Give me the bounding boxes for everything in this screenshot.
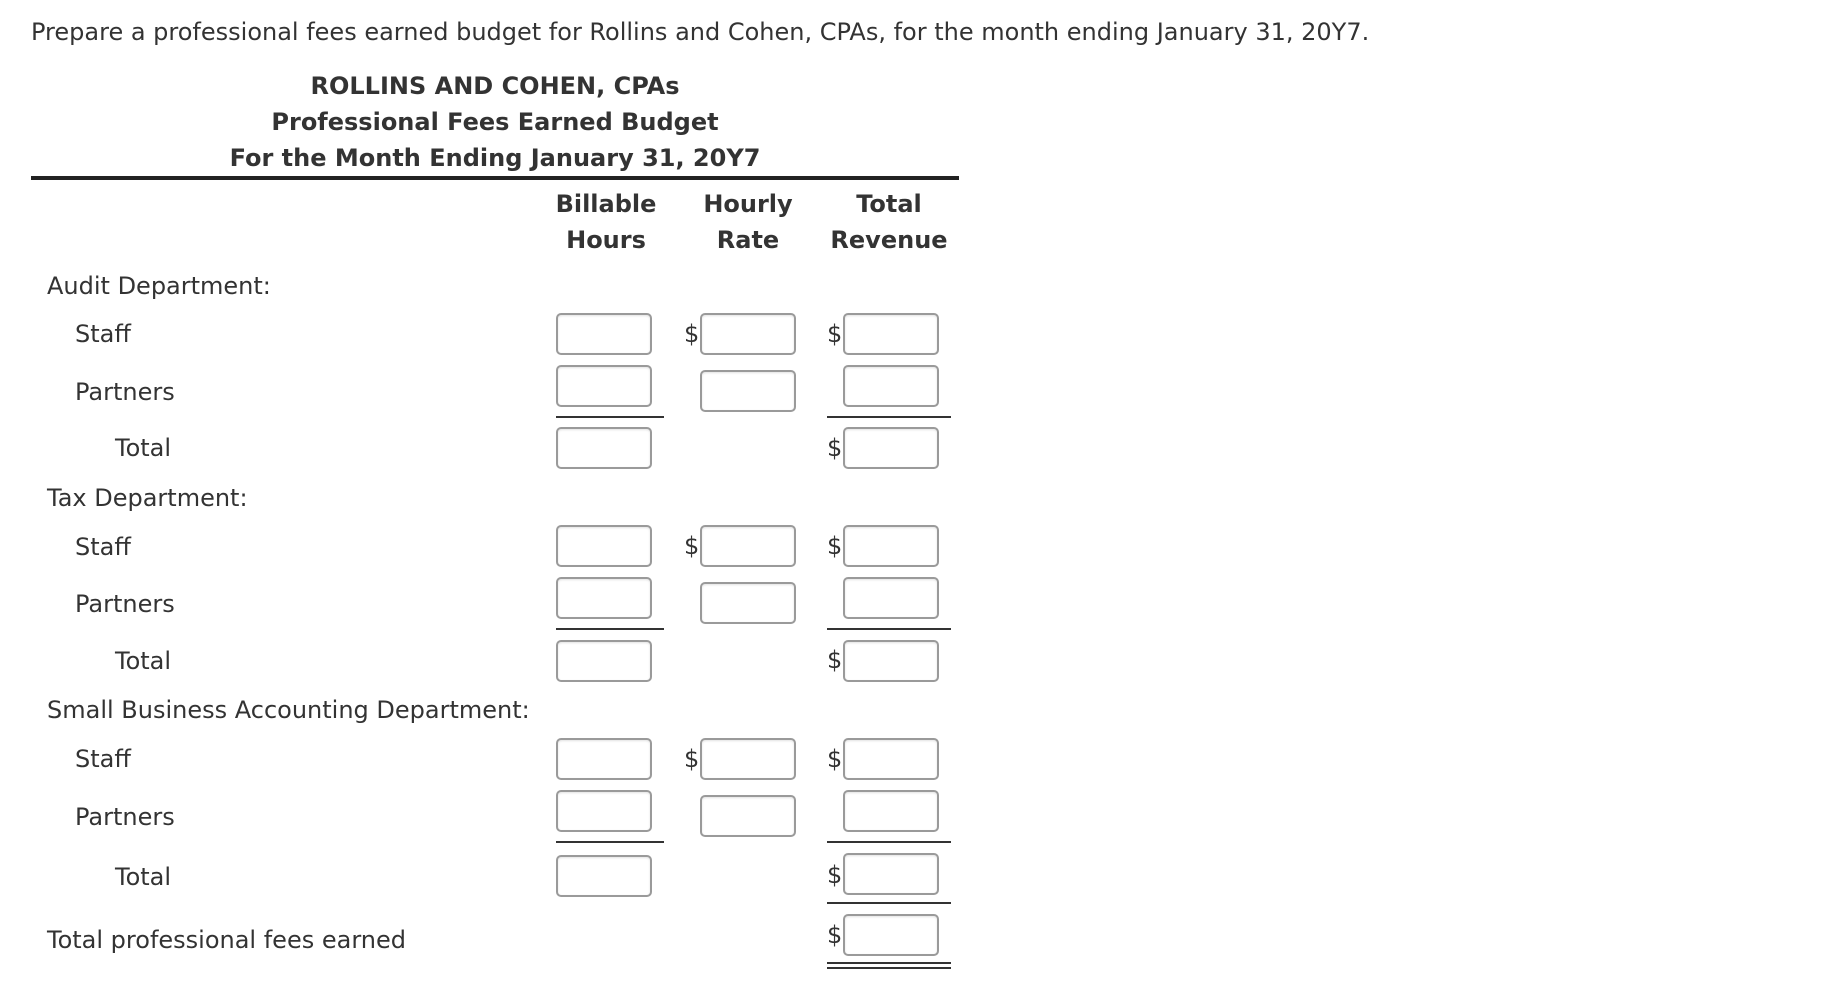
audit-total-revenue-dollar: $	[827, 434, 843, 462]
header-rule	[31, 176, 959, 180]
tax-staff-revenue-input[interactable]	[843, 525, 939, 567]
audit-staff-label: Staff	[75, 320, 131, 348]
tax-hours-subtotal-rule	[556, 628, 664, 630]
statement-period: For the Month Ending January 31, 20Y7	[229, 144, 761, 172]
tax-total-label: Total	[115, 647, 172, 675]
grand-total-double-rule-bottom	[827, 967, 951, 969]
audit-total-revenue-input[interactable]	[843, 427, 939, 469]
audit-revenue-subtotal-rule	[827, 416, 951, 418]
tax-partners-hours-input[interactable]	[556, 577, 652, 619]
tax-total-hours-input[interactable]	[556, 640, 652, 682]
col-revenue-line1: Total	[856, 190, 922, 218]
col-hours-line2: Hours	[566, 226, 646, 254]
col-revenue-line2: Revenue	[830, 226, 948, 254]
audit-staff-revenue-input[interactable]	[843, 313, 939, 355]
grand-total-double-rule-top	[827, 962, 951, 964]
sba-staff-revenue-dollar: $	[827, 745, 843, 773]
grand-total-label: Total professional fees earned	[47, 926, 406, 954]
tax-staff-revenue-dollar: $	[827, 532, 843, 560]
tax-partners-revenue-input[interactable]	[843, 577, 939, 619]
sba-total-revenue-dollar: $	[827, 861, 843, 889]
tax-staff-rate-dollar: $	[684, 532, 700, 560]
col-hours-line1: Billable	[555, 190, 657, 218]
col-rate-line2: Rate	[716, 226, 780, 254]
sba-partners-hours-input[interactable]	[556, 790, 652, 832]
sba-department-label: Small Business Accounting Department:	[47, 696, 530, 724]
audit-partners-hours-input[interactable]	[556, 365, 652, 407]
sba-revenue-subtotal-rule	[827, 841, 951, 843]
sba-partners-label: Partners	[75, 803, 175, 831]
audit-total-hours-input[interactable]	[556, 427, 652, 469]
grand-total-revenue-input[interactable]	[843, 914, 939, 956]
tax-staff-rate-input[interactable]	[700, 525, 796, 567]
sba-partners-rate-input[interactable]	[700, 795, 796, 837]
tax-partners-label: Partners	[75, 590, 175, 618]
sba-staff-revenue-input[interactable]	[843, 738, 939, 780]
audit-staff-hours-input[interactable]	[556, 313, 652, 355]
audit-staff-rate-dollar: $	[684, 320, 700, 348]
col-rate-line1: Hourly	[703, 190, 793, 218]
sba-staff-hours-input[interactable]	[556, 738, 652, 780]
audit-partners-revenue-input[interactable]	[843, 365, 939, 407]
company-name: ROLLINS AND COHEN, CPAs	[310, 72, 680, 100]
sba-total-hours-input[interactable]	[556, 855, 652, 897]
tax-revenue-subtotal-rule	[827, 628, 951, 630]
sba-total-revenue-rule	[827, 902, 951, 904]
sba-partners-revenue-input[interactable]	[843, 790, 939, 832]
audit-partners-rate-input[interactable]	[700, 370, 796, 412]
audit-total-label: Total	[115, 434, 172, 462]
audit-staff-rate-input[interactable]	[700, 313, 796, 355]
tax-partners-rate-input[interactable]	[700, 582, 796, 624]
sba-staff-rate-dollar: $	[684, 745, 700, 773]
tax-staff-label: Staff	[75, 533, 131, 561]
sba-hours-subtotal-rule	[556, 841, 664, 843]
tax-department-label: Tax Department:	[47, 484, 248, 512]
tax-total-revenue-dollar: $	[827, 646, 843, 674]
tax-staff-hours-input[interactable]	[556, 525, 652, 567]
audit-hours-subtotal-rule	[556, 416, 664, 418]
sba-total-label: Total	[115, 863, 172, 891]
audit-partners-label: Partners	[75, 378, 175, 406]
sba-total-revenue-input[interactable]	[843, 853, 939, 895]
grand-total-dollar: $	[827, 921, 843, 949]
statement-title: Professional Fees Earned Budget	[271, 108, 719, 136]
instruction-text: Prepare a professional fees earned budget for Rollins and Cohen, CPAs, for the month ending January 31, 20Y7.	[31, 18, 1370, 46]
audit-department-label: Audit Department:	[47, 272, 271, 300]
sba-staff-label: Staff	[75, 745, 131, 773]
audit-staff-revenue-dollar: $	[827, 320, 843, 348]
sba-staff-rate-input[interactable]	[700, 738, 796, 780]
tax-total-revenue-input[interactable]	[843, 640, 939, 682]
